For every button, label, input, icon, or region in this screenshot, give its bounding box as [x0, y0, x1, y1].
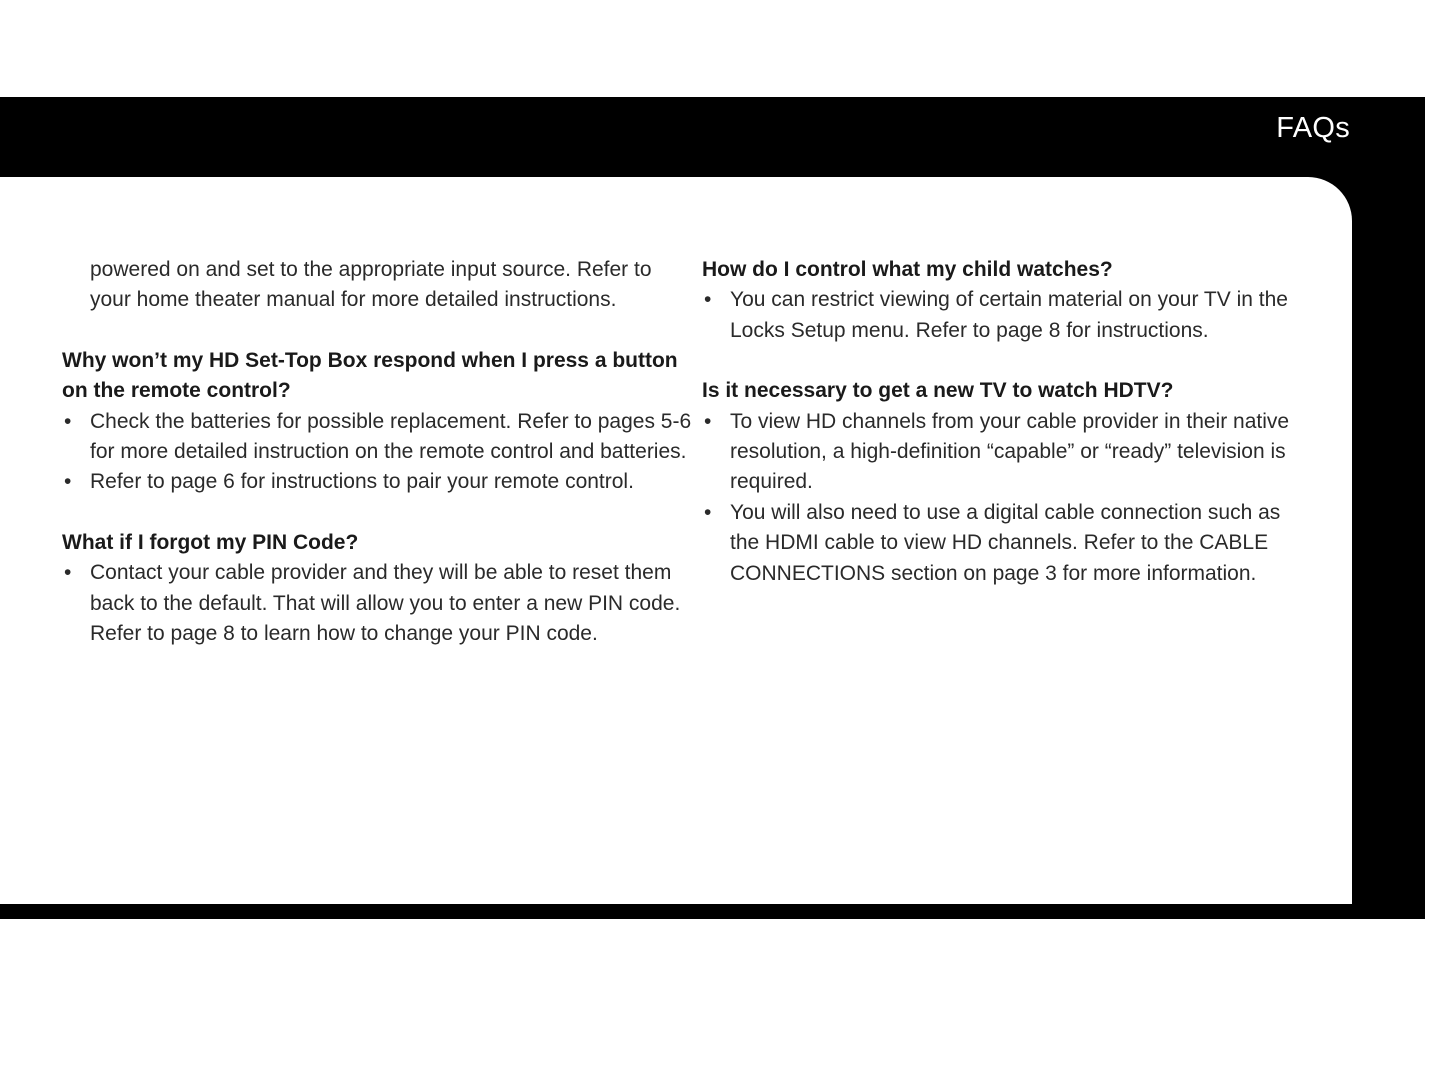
faq-question-remote: Why won’t my HD Set-Top Box respond when I press a button on the remote control?: [62, 348, 678, 403]
answer-text: Contact your cable provider and they will be able to reset them back to the default. That will allow you to enter a new PIN code. Refer to page 8 to learn how to change your PIN code.: [90, 561, 681, 646]
faq-answers-child: [702, 285, 1312, 346]
faq-answer-item: [702, 498, 1312, 589]
faq-answer-item: [62, 558, 692, 649]
bullet-icon: •: [704, 500, 712, 524]
continued-answer: powered on and set to the appropriate input source. Refer to your home theater manual for more detailed instructions.: [90, 258, 652, 312]
faq-answers-hdtv: [702, 407, 1312, 589]
section-title: FAQs: [1276, 112, 1350, 144]
faq-answers-remote: [62, 407, 692, 498]
faq-question-pin: What if I forgot my PIN Code?: [62, 530, 359, 554]
answer-text: To view HD channels from your cable provider in their native resolution, a high-definition “capable” or “ready” television is required.: [730, 409, 1290, 494]
faq-answer-item: [62, 467, 692, 497]
faq-question-child: How do I control what my child watches?: [702, 258, 1113, 281]
bullet-icon: •: [64, 470, 72, 494]
faq-question-hdtv: Is it necessary to get a new TV to watch HDTV?: [702, 379, 1174, 403]
bullet-icon: •: [704, 288, 712, 312]
bullet-icon: •: [64, 409, 72, 433]
left-column: [62, 255, 692, 649]
bullet-icon: •: [64, 561, 72, 585]
faq-answers-pin: [62, 558, 692, 649]
answer-text: Check the batteries for possible replacement. Refer to pages 5-6 for more detailed instruction on the remote control and batteries.: [90, 409, 692, 464]
faq-answer-item: [62, 407, 692, 468]
faq-answer-item: [702, 285, 1312, 346]
answer-text: You will also need to use a digital cable connection such as the HDMI cable to view HD channels. Refer to the CABLE CONNECTIONS section on page 3 for more information.: [730, 500, 1281, 585]
right-column: [702, 255, 1312, 589]
faq-answer-item: [702, 407, 1312, 498]
answer-text: You can restrict viewing of certain material on your TV in the Locks Setup menu. Refer to page 8 for instructions.: [730, 288, 1288, 342]
answer-text: Refer to page 6 for instructions to pair your remote control.: [90, 470, 634, 494]
bullet-icon: •: [704, 409, 712, 433]
